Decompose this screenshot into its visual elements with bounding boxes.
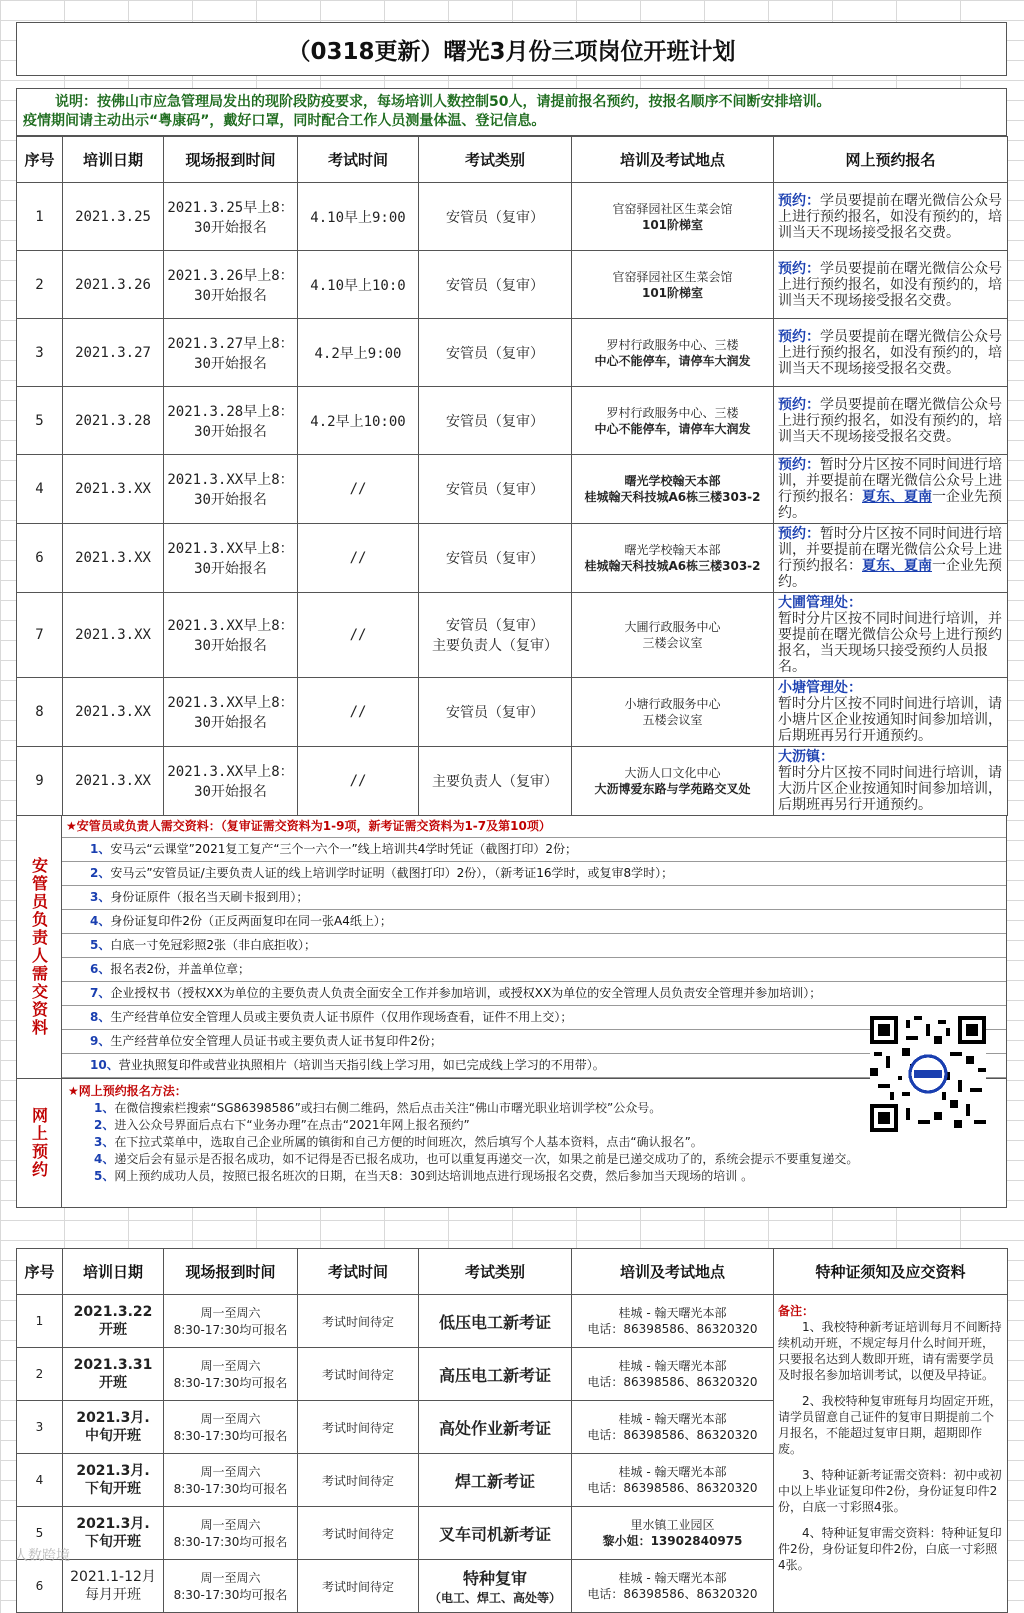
row-note xyxy=(774,678,1008,747)
row-no: 3 xyxy=(17,1401,63,1454)
required-documents-section xyxy=(16,816,1007,1079)
list-item xyxy=(68,1168,1000,1185)
row-no: 6 xyxy=(17,524,63,593)
location-phone: 黎小姐：13902840975 xyxy=(602,1534,743,1548)
row-no: 2 xyxy=(17,251,63,319)
location-detail: 101阶梯室 xyxy=(641,217,704,232)
list-item xyxy=(62,838,1006,862)
list-item xyxy=(62,982,1006,1006)
row-exam: 考试时间待定 xyxy=(298,1507,419,1560)
row-location xyxy=(572,319,774,387)
checkin-hours: 8:30-17:30均可报名 xyxy=(173,1323,288,1337)
row-checkin: 2021.3.27早上8：30开始报名 xyxy=(164,319,298,387)
date-line-2: 开班 xyxy=(99,1322,127,1338)
row-checkin: 2021.3.25早上8：30开始报名 xyxy=(164,183,298,251)
location-line: 桂城 - 翰天曙光本部 xyxy=(618,1465,727,1479)
list-item xyxy=(62,886,1006,910)
remarks-heading: 备注： xyxy=(778,1304,815,1318)
location-line: 曙光学校翰天本部 xyxy=(624,543,721,557)
row-location xyxy=(572,747,774,816)
item-number: 6、 xyxy=(90,962,111,976)
date-line: 2021.3.22 xyxy=(73,1304,153,1320)
header-date: 培训日期 xyxy=(63,137,164,183)
list-item xyxy=(68,1117,1000,1134)
row-date: 2021.3.27 xyxy=(63,319,164,387)
note-text: 暂时分片区按不同时间进行培训，请小塘片区企业按通知时间参加培训，后期班再另行开通预约。 xyxy=(778,696,1002,744)
special-cert-table xyxy=(16,1248,1008,1613)
location-detail: 五楼会议室 xyxy=(642,713,703,727)
online-signup-heading: ★网上预约报名方法： xyxy=(68,1084,187,1098)
spreadsheet xyxy=(16,22,1007,1613)
header-no: 序号 xyxy=(17,137,63,183)
row-category: 安管员（复审） xyxy=(419,183,572,251)
step-text: 网上预约成功人员，按照已报名班次的日期，在当天8：30到达培训地点进行现场报名交费，然后参加当天现场的培训 。 xyxy=(114,1169,754,1183)
row-location xyxy=(572,524,774,593)
location-detail: 中心不能停车，请停车大润发 xyxy=(594,353,751,368)
row-checkin: 2021.3.XX早上8：30开始报名 xyxy=(164,678,298,747)
header-exam-time: 考试时间 xyxy=(298,137,419,183)
row-exam: // xyxy=(298,678,419,747)
note-key: 预约： xyxy=(778,328,820,345)
category-sub: （电工、焊工、高处等） xyxy=(428,1591,561,1605)
date-line-2: 每月开班 xyxy=(85,1587,141,1603)
header-location: 培训及考试地点 xyxy=(572,137,774,183)
row-location xyxy=(572,251,774,319)
table-row xyxy=(17,1295,1008,1348)
header-no: 序号 xyxy=(17,1249,63,1295)
date-line-2: 中旬开班 xyxy=(85,1428,141,1444)
list-item xyxy=(62,862,1006,886)
date-line-2: 下旬开班 xyxy=(85,1481,141,1497)
note-text: 暂时分片区按不同时间进行培训，并要提前在曙光微信公众号上进行预约报名： xyxy=(778,457,1002,505)
required-docs-body xyxy=(62,816,1006,1078)
list-item xyxy=(68,1134,1000,1151)
header-category: 考试类别 xyxy=(419,137,572,183)
date-line: 2021.1-12月 xyxy=(70,1569,156,1585)
item-number: 1、 xyxy=(90,842,111,856)
list-item xyxy=(68,1151,1000,1168)
row-location xyxy=(572,1295,774,1348)
row-exam: 4.2早上9:00 xyxy=(298,319,419,387)
checkin-hours: 8:30-17:30均可报名 xyxy=(173,1429,288,1443)
item-text: 报名表2份，并盖单位章； xyxy=(110,962,250,976)
checkin-days: 周一至周六 xyxy=(200,1571,261,1585)
row-date: 2021.3.XX xyxy=(63,455,164,524)
note-key: 预约： xyxy=(778,526,820,542)
step-text: 递交后会有显示是否报名成功，如不记得是否已报名成功，也可以重复再递交一次，如果之前是已递交成功了的，系统会提示不要重复递交。 xyxy=(114,1152,859,1166)
row-category: 叉车司机新考证 xyxy=(419,1507,572,1560)
row-category: 高压电工新考证 xyxy=(419,1348,572,1401)
online-signup-side-label: 网上预约 xyxy=(17,1079,62,1207)
row-exam: 4.10早上10:0 xyxy=(298,251,419,319)
item-text: 身份证复印件2份（正反两面复印在同一张A4纸上）； xyxy=(110,914,392,928)
notice-line-1: 说明：按佛山市应急管理局发出的现阶段防疫要求，每场培训人数控制50人，请提前报名预约，按报名顺序不间断安排培训。 xyxy=(55,94,831,110)
remark-2: 2、我校特种复审班每月均固定开班，请学员留意自己证件的复审日期提前二个月报名，不能超过复审日期，超期即作废。 xyxy=(778,1394,1002,1456)
row-date xyxy=(63,1401,164,1454)
row-no: 1 xyxy=(17,183,63,251)
row-date: 2021.3.28 xyxy=(63,387,164,455)
row-exam: 考试时间待定 xyxy=(298,1401,419,1454)
table-row xyxy=(17,524,1008,593)
row-exam: // xyxy=(298,747,419,816)
row-note xyxy=(774,251,1008,319)
table-row xyxy=(17,678,1008,747)
location-line: 曙光学校翰天本部 xyxy=(624,474,721,488)
table-row xyxy=(17,251,1008,319)
row-location xyxy=(572,183,774,251)
location-detail: 大沥博爱东路与学苑路交叉处 xyxy=(594,782,751,796)
row-exam: 考试时间待定 xyxy=(298,1560,419,1613)
row-location xyxy=(572,455,774,524)
item-number: 10、 xyxy=(90,1058,119,1072)
step-number: 2、 xyxy=(94,1118,115,1132)
list-item xyxy=(62,1054,1006,1078)
step-number: 5、 xyxy=(94,1169,115,1183)
item-text: 安马云“云课堂”2021复工复产“三个一六个一”线上培训共4学时凭证（截图打印）2份； xyxy=(110,842,578,856)
row-exam: 考试时间待定 xyxy=(298,1295,419,1348)
location-detail: 101阶梯室 xyxy=(641,285,704,300)
location-phone: 电话：86398586、86320320 xyxy=(587,1587,758,1601)
row-exam: 4.10早上9:00 xyxy=(298,183,419,251)
remark-1: 1、我校特种新考证培训每月不间断持续机动开班，不规定每月什么时间开班，只要报名达到人数即开班，请有需要学员及时报名参加培训考试，以便及早持证。 xyxy=(778,1320,1002,1382)
checkin-days: 周一至周六 xyxy=(200,1465,261,1479)
row-date xyxy=(63,1507,164,1560)
row-category: 安管员（复审） xyxy=(419,387,572,455)
location-phone: 电话：86398586、86320320 xyxy=(587,1428,758,1442)
row-date: 2021.3.XX xyxy=(63,593,164,678)
online-signup-body xyxy=(62,1079,1006,1207)
training-schedule-table xyxy=(16,136,1008,816)
row-location xyxy=(572,1507,774,1560)
row-location xyxy=(572,593,774,678)
item-text: 生产经营单位安全管理人员证书或主要负责人证书复印件2份； xyxy=(110,1034,442,1048)
step-text: 在下拉式菜单中，选取自己企业所属的镇街和自己方便的时间班次，然后填写个人基本资料，点击“确认报名”。 xyxy=(114,1135,703,1149)
row-no: 9 xyxy=(17,747,63,816)
item-text: 企业授权书（授权XX为单位的主要负责人负责全面安全工作并参加培训，或授权XX为单位的安全管理人员负责安全管理并参加培训）； xyxy=(110,986,822,1000)
location-line: 大圃行政服务中心 xyxy=(624,620,721,634)
row-no: 4 xyxy=(17,1454,63,1507)
row-checkin: 2021.3.28早上8：30开始报名 xyxy=(164,387,298,455)
row-date xyxy=(63,1295,164,1348)
checkin-hours: 8:30-17:30均可报名 xyxy=(173,1535,288,1549)
list-item xyxy=(62,958,1006,982)
row-date: 2021.3.25 xyxy=(63,183,164,251)
row-note xyxy=(774,593,1008,678)
row-checkin: 2021.3.26早上8：30开始报名 xyxy=(164,251,298,319)
note-text: 学员要提前在曙光微信公众号上进行预约报名，如没有预约的，培训当天不现场接受报名交费。 xyxy=(778,328,1002,377)
note-text: 暂时分片区按不同时间进行培训，并要提前在曙光微信公众号上进行预约报名： xyxy=(778,526,1002,574)
item-number: 8、 xyxy=(90,1010,111,1024)
list-item xyxy=(62,1006,1006,1030)
step-text: 在微信搜索栏搜索“SG86398586”或扫右侧二维码，然后点击关注“佛山市曙光职业培训学校”公众号。 xyxy=(114,1101,662,1115)
checkin-days: 周一至周六 xyxy=(200,1359,261,1373)
row-exam: // xyxy=(298,455,419,524)
step-number: 1、 xyxy=(94,1101,115,1115)
category-line: 特种复审 xyxy=(462,1569,527,1588)
date-line: 2021.3.31 xyxy=(73,1357,153,1373)
item-number: 2、 xyxy=(90,866,111,880)
location-detail: 三楼会议室 xyxy=(642,636,703,650)
row-checkin xyxy=(164,1295,298,1348)
row-no: 6 xyxy=(17,1560,63,1613)
header-location: 培训及考试地点 xyxy=(572,1249,774,1295)
row-date: 2021.3.XX xyxy=(63,678,164,747)
header-checkin: 现场报到时间 xyxy=(164,137,298,183)
row-no: 8 xyxy=(17,678,63,747)
row-checkin: 2021.3.XX早上8：30开始报名 xyxy=(164,593,298,678)
date-line-2: 开班 xyxy=(99,1375,127,1391)
notice xyxy=(16,88,1007,136)
step-number: 4、 xyxy=(94,1152,115,1166)
row-no: 5 xyxy=(17,1507,63,1560)
location-line: 桂城 - 翰天曙光本部 xyxy=(618,1359,727,1373)
note-tail: 一企业先预约。 xyxy=(778,558,1002,590)
row-category: 高处作业新考证 xyxy=(419,1401,572,1454)
page-title: （0318更新）曙光3月份三项岗位开班计划 xyxy=(16,22,1007,76)
checkin-hours: 8:30-17:30均可报名 xyxy=(173,1376,288,1390)
checkin-hours: 8:30-17:30均可报名 xyxy=(173,1482,288,1496)
item-number: 5、 xyxy=(90,938,111,952)
remark-4: 4、特种证复审需交资料：特种证复印件2份，身份证复印件2份，白底一寸彩照4张。 xyxy=(778,1526,1002,1572)
note-highlight: 夏东、夏南 xyxy=(862,558,932,574)
row-exam: 考试时间待定 xyxy=(298,1454,419,1507)
row-exam: // xyxy=(298,524,419,593)
row-checkin: 2021.3.XX早上8：30开始报名 xyxy=(164,747,298,816)
date-line: 2021.3月. xyxy=(76,1463,150,1479)
step-text: 进入公众号界面后点右下“业务办理”在点击“2021年网上报名预约” xyxy=(114,1118,470,1132)
item-text: 白底一寸免冠彩照2张（非白底拒收）； xyxy=(110,938,316,952)
notice-line-2: 疫情期间请主动出示“粤康码”，戴好口罩，同时配合工作人员测量体温、登记信息。 xyxy=(23,113,546,129)
location-line: 罗村行政服务中心、三楼 xyxy=(606,405,739,420)
row-category: 安管员（复审） xyxy=(419,678,572,747)
date-line: 2021.3月. xyxy=(76,1516,150,1532)
table-row xyxy=(17,747,1008,816)
row-category: 低压电工新考证 xyxy=(419,1295,572,1348)
row-checkin xyxy=(164,1560,298,1613)
location-detail: 桂城翰天科技城A6栋三楼303-2 xyxy=(584,490,761,504)
row-location xyxy=(572,1454,774,1507)
header-checkin: 现场报到时间 xyxy=(164,1249,298,1295)
table-row xyxy=(17,387,1008,455)
location-detail: 中心不能停车，请停车大润发 xyxy=(594,421,751,436)
online-signup-section xyxy=(16,1079,1007,1208)
row-no: 4 xyxy=(17,455,63,524)
location-line: 官窑驿园社区生菜会馆 xyxy=(612,201,733,216)
remarks-cell xyxy=(774,1295,1008,1613)
location-line: 桂城 - 翰天曙光本部 xyxy=(618,1306,727,1320)
note-text: 暂时分片区按不同时间进行培训，请大沥片区企业按通知时间参加培训，后期班再另行开通预约。 xyxy=(778,765,1002,813)
remark-3: 3、特种证新考证需交资料：初中或初中以上毕业证复印件2份，身份证复印件2份，白底一寸彩照4张。 xyxy=(778,1468,1002,1514)
row-location xyxy=(572,1348,774,1401)
row-no: 1 xyxy=(17,1295,63,1348)
location-line: 里水镇工业园区 xyxy=(630,1518,715,1532)
item-text: 身份证原件（报名当天刷卡报到用）； xyxy=(110,890,309,904)
row-checkin xyxy=(164,1348,298,1401)
row-date: 2021.3.XX xyxy=(63,524,164,593)
note-key: 预约： xyxy=(778,192,820,209)
note-key: 小塘管理处： xyxy=(778,680,862,696)
required-docs-heading: ★安管员或负责人需交资料：（复审证需交资料为1-9项，新考证需交资料为1-7及第10项） xyxy=(62,816,1006,838)
row-date: 2021.3.26 xyxy=(63,251,164,319)
table-row xyxy=(17,319,1008,387)
row-date xyxy=(63,1454,164,1507)
note-key: 大圃管理处： xyxy=(778,595,862,611)
step-number: 3、 xyxy=(94,1135,115,1149)
row-category: 安管员（复审） xyxy=(419,455,572,524)
item-number: 9、 xyxy=(90,1034,111,1048)
item-number: 7、 xyxy=(90,986,111,1000)
row-note xyxy=(774,387,1008,455)
row-checkin xyxy=(164,1401,298,1454)
row-no: 3 xyxy=(17,319,63,387)
header-remarks: 特种证须知及应交资料 xyxy=(774,1249,1008,1295)
row-category xyxy=(419,1560,572,1613)
location-line: 官窑驿园社区生菜会馆 xyxy=(612,269,733,284)
row-category: 安管员（复审） xyxy=(419,524,572,593)
row-note xyxy=(774,524,1008,593)
watermark: 人数跨境 xyxy=(14,1548,70,1564)
category-line-2: 主要负责人（复审） xyxy=(432,638,558,654)
location-detail: 桂城翰天科技城A6栋三楼303-2 xyxy=(584,559,761,573)
row-note xyxy=(774,747,1008,816)
note-key: 预约： xyxy=(778,457,820,473)
row-location xyxy=(572,1560,774,1613)
list-item xyxy=(62,934,1006,958)
location-line: 小塘行政服务中心 xyxy=(624,697,721,711)
header-category: 考试类别 xyxy=(419,1249,572,1295)
header-date: 培训日期 xyxy=(63,1249,164,1295)
list-item xyxy=(68,1100,1000,1117)
location-phone: 电话：86398586、86320320 xyxy=(587,1375,758,1389)
note-text: 学员要提前在曙光微信公众号上进行预约报名，如没有预约的，培训当天不现场接受报名交费。 xyxy=(778,396,1002,445)
row-note xyxy=(774,183,1008,251)
row-exam: 4.2早上10:00 xyxy=(298,387,419,455)
row-checkin: 2021.3.XX早上8：30开始报名 xyxy=(164,524,298,593)
row-exam: // xyxy=(298,593,419,678)
table-header-row xyxy=(17,137,1008,183)
note-key: 预约： xyxy=(778,260,820,277)
table-header-row xyxy=(17,1249,1008,1295)
note-tail: 一企业先预约。 xyxy=(778,489,1002,521)
note-text: 学员要提前在曙光微信公众号上进行预约报名，如没有预约的，培训当天不现场接受报名交费。 xyxy=(778,192,1002,241)
row-category: 安管员（复审） xyxy=(419,319,572,387)
checkin-days: 周一至周六 xyxy=(200,1518,261,1532)
list-item xyxy=(62,910,1006,934)
checkin-days: 周一至周六 xyxy=(200,1306,261,1320)
table-row xyxy=(17,455,1008,524)
date-line: 2021.3月. xyxy=(76,1410,150,1426)
location-line: 大沥人口文化中心 xyxy=(624,766,721,780)
row-category: 安管员（复审） xyxy=(419,251,572,319)
checkin-hours: 8:30-17:30均可报名 xyxy=(173,1588,288,1602)
row-category: 主要负责人（复审） xyxy=(419,747,572,816)
item-number: 3、 xyxy=(90,890,111,904)
required-docs-side-label: 安管员负责人需交资料 xyxy=(17,816,62,1078)
location-phone: 电话：86398586、86320320 xyxy=(587,1481,758,1495)
row-no: 2 xyxy=(17,1348,63,1401)
note-highlight: 夏东、夏南 xyxy=(862,489,932,505)
row-no: 7 xyxy=(17,593,63,678)
location-line: 桂城 - 翰天曙光本部 xyxy=(618,1412,727,1426)
item-text: 安马云”安管员证/主要负责人证的线上培训学时证明（截图打印）2份），（新考证16学时，或复审8学时）； xyxy=(110,866,674,880)
location-line: 罗村行政服务中心、三楼 xyxy=(606,337,739,352)
row-location xyxy=(572,387,774,455)
row-category xyxy=(419,593,572,678)
list-item xyxy=(62,1030,1006,1054)
row-category: 焊工新考证 xyxy=(419,1454,572,1507)
item-number: 4、 xyxy=(90,914,111,928)
note-text: 暂时分片区按不同时间进行培训，并要提前在曙光微信公众号上进行预约报名，当天现场只接受预约人员报名。 xyxy=(778,611,1002,675)
category-line: 安管员（复审） xyxy=(446,618,544,634)
row-date: 2021.3.XX xyxy=(63,747,164,816)
checkin-days: 周一至周六 xyxy=(200,1412,261,1426)
table-row xyxy=(17,593,1008,678)
header-exam-time: 考试时间 xyxy=(298,1249,419,1295)
header-online-signup: 网上预约报名 xyxy=(774,137,1008,183)
note-key: 大沥镇： xyxy=(778,749,834,765)
row-no: 5 xyxy=(17,387,63,455)
row-date xyxy=(63,1560,164,1613)
date-line-2: 下旬开班 xyxy=(85,1534,141,1550)
row-location xyxy=(572,1401,774,1454)
row-checkin xyxy=(164,1507,298,1560)
row-date xyxy=(63,1348,164,1401)
row-note xyxy=(774,319,1008,387)
table-row xyxy=(17,183,1008,251)
note-key: 预约： xyxy=(778,396,820,413)
location-phone: 电话：86398586、86320320 xyxy=(587,1322,758,1336)
row-exam: 考试时间待定 xyxy=(298,1348,419,1401)
row-note xyxy=(774,455,1008,524)
location-line: 桂城 - 翰天曙光本部 xyxy=(618,1571,727,1585)
row-checkin: 2021.3.XX早上8：30开始报名 xyxy=(164,455,298,524)
row-checkin xyxy=(164,1454,298,1507)
item-text: 营业执照复印件或营业执照相片（培训当天指引线上学习用，如已完成线上学习的不用带）。 xyxy=(118,1058,605,1072)
item-text: 生产经营单位安全管理人员或主要负责人证书原件（仅用作现场查看，证件不用上交）； xyxy=(110,1010,573,1024)
note-text: 学员要提前在曙光微信公众号上进行预约报名，如没有预约的，培训当天不现场接受报名交费。 xyxy=(778,260,1002,309)
row-location xyxy=(572,678,774,747)
